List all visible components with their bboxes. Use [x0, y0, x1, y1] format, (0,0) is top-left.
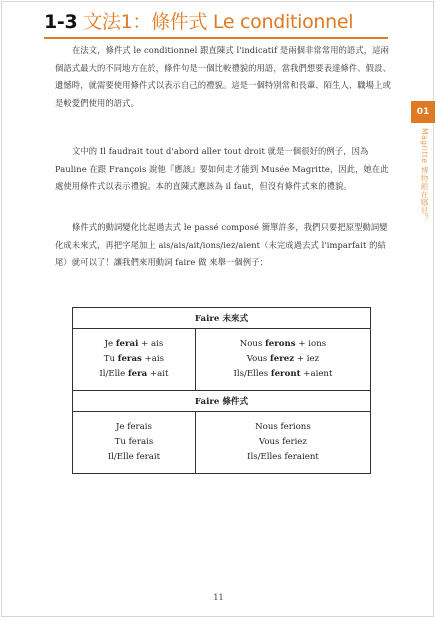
conditional-form-line: Il/Elle ferait — [107, 451, 161, 462]
conditional-form-line: Je ferais — [115, 421, 152, 432]
future-stem: feront — [270, 368, 301, 379]
future-stem: ferez — [270, 353, 295, 364]
ending: + ais — [138, 338, 164, 349]
conditional-form-line: Tu ferais — [114, 436, 154, 447]
pronoun: Il/Elle — [99, 368, 128, 379]
conditional-form-line: Nous ferions — [255, 421, 311, 432]
paragraph-conjugation: 條件式的動詞變化比起過去式 le passé composé 簡單許多，我們只要把原型動詞變化成未來式，再把字尾加上 ais/ais/ait/ions/iez/aient（未完成過去式 l'imparfait 的結尾）就可以了！讓我們來用動詞 faire 做 來舉一個例子： — [55, 222, 388, 268]
conditional-form-line: Ils/Elles feraient — [247, 451, 319, 462]
heading-underline — [44, 37, 388, 39]
section-heading — [44, 10, 353, 34]
conditional-form-line: Vous feriez — [258, 436, 307, 447]
ending: + ions — [295, 338, 327, 349]
conjugation-table — [72, 307, 371, 474]
pronoun: Nous — [239, 338, 266, 349]
future-stem: ferai — [115, 338, 139, 349]
future-form-line — [196, 337, 370, 352]
pronoun: Tu — [103, 353, 118, 364]
conditional-singular-cell — [73, 411, 196, 473]
future-form-line — [196, 352, 370, 367]
chapter-side-label: Magritte 博物館在哪兒？ — [420, 128, 429, 223]
ending: +ait — [147, 368, 169, 379]
section-title: 文法1：條件式 Le conditionnel — [83, 11, 354, 33]
future-tense-header: Faire 未來式 — [73, 308, 371, 329]
ending: +aient — [300, 368, 333, 379]
pronoun: Je — [104, 338, 116, 349]
future-form-line — [73, 337, 195, 352]
future-plural-cell — [195, 328, 370, 390]
future-stem: ferons — [265, 338, 296, 349]
pronoun: Vous — [246, 353, 271, 364]
future-form-line — [196, 367, 370, 382]
paragraph-example: 文中的 Il faudrait tout d'abord aller tout droit 就是一個很好的例子，因為 Pauline 在跟 François 說他『應該』要如何走才能到 Musée Magritte，因此，她在此處使用條件式以表示禮貌。本的直陳式應該為 il faut，但沒有條件式來的禮貌。 — [55, 146, 389, 192]
section-number: 1-3 — [44, 11, 78, 33]
future-stem: feras — [117, 353, 142, 364]
future-form-line — [73, 367, 195, 382]
ending: +ais — [141, 353, 165, 364]
paragraph-intro: 在法文，條件式 le conditionnel 跟直陳式 l'indicatif 是兩個非常常用的語式，這兩個語式最大的不同地方在於，條件句是一個比較禮貌的用語，當我們想要表達條件、假設、遺憾時，就需要使用條件式以表示自己的禮貌。這是一個特別常和長輩、陌生人、職場上或是較愛們使用的語式。 — [55, 45, 391, 108]
conditional-plural-cell — [195, 411, 370, 473]
conditional-header: Faire 條件式 — [73, 391, 371, 412]
ending: + iez — [294, 353, 320, 364]
future-stem: fera — [127, 368, 148, 379]
future-form-line — [73, 352, 195, 367]
chapter-tab: 01 — [411, 101, 435, 123]
pronoun: Ils/Elles — [233, 368, 271, 379]
future-singular-cell — [73, 328, 196, 390]
page-number: 11 — [213, 593, 224, 602]
